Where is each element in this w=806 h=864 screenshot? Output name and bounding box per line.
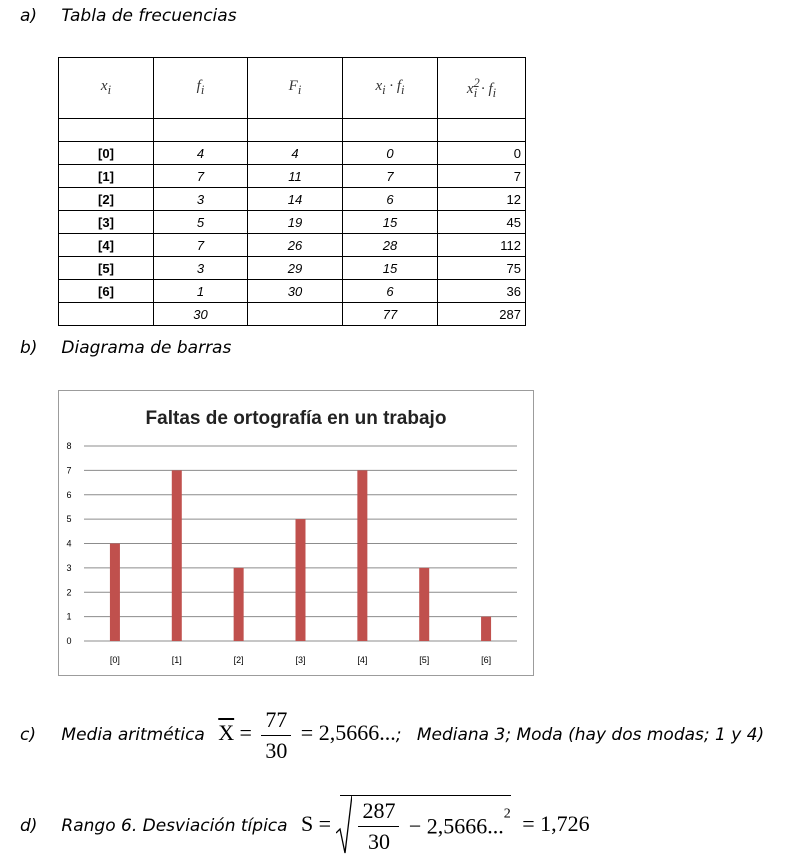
cell-xi: [5] <box>59 257 154 280</box>
cell-xifi: 28 <box>343 234 438 257</box>
total-xi2fi: 287 <box>438 303 526 326</box>
cell-Fi: 14 <box>248 188 343 211</box>
stddev-rest: − 2,5666... <box>408 813 504 839</box>
table-header-row <box>59 58 526 119</box>
cell-fi: 1 <box>154 280 248 303</box>
y-tick-label: 0 <box>66 636 72 646</box>
x-tick-label: [2] <box>233 655 244 665</box>
cell-xifi: 6 <box>343 188 438 211</box>
section-a-heading <box>20 6 237 26</box>
cell-xi2fi: 45 <box>438 211 526 234</box>
mean-label: Media aritmética <box>61 725 205 745</box>
stddev-equals: = <box>318 811 332 836</box>
cell-xi: [2] <box>59 188 154 211</box>
cell-xi2fi: 75 <box>438 257 526 280</box>
cell-xifi: 6 <box>343 280 438 303</box>
stddev-symbol: S <box>300 811 314 836</box>
chart-svg <box>59 391 533 675</box>
cell-fi: 7 <box>154 234 248 257</box>
cell-xi2fi: 12 <box>438 188 526 211</box>
stddev-fraction <box>358 796 399 857</box>
cell-fi: 3 <box>154 257 248 280</box>
cell-Fi: 26 <box>248 234 343 257</box>
section-a-title: Tabla de frecuencias <box>61 6 237 26</box>
bar-3 <box>296 519 306 641</box>
cell-Fi: 29 <box>248 257 343 280</box>
cell-xifi: 15 <box>343 211 438 234</box>
table-row <box>59 142 526 165</box>
table-row <box>59 234 526 257</box>
y-tick-label: 7 <box>66 465 72 476</box>
total-xi <box>59 303 154 326</box>
cell-xi: [0] <box>59 142 154 165</box>
table-gap-row <box>59 119 526 142</box>
section-b-title: Diagrama de barras <box>61 338 232 358</box>
stddev-numerator: 287 <box>358 796 399 827</box>
frequency-table <box>58 57 526 326</box>
cell-xi: [4] <box>59 234 154 257</box>
y-tick-label: 2 <box>66 587 72 598</box>
header-xi: $x_i$ <box>59 58 154 119</box>
table-row <box>59 211 526 234</box>
section-b-heading <box>20 338 231 358</box>
stddev-denominator: 30 <box>367 829 390 854</box>
bar-5 <box>419 568 429 641</box>
bar-4 <box>357 470 367 641</box>
x-tick-label: [4] <box>357 655 368 665</box>
chart-x-labels <box>110 655 491 665</box>
total-Fi <box>248 303 343 326</box>
y-tick-label: 1 <box>66 611 72 622</box>
section-c <box>20 703 764 763</box>
cell-xi2fi: 0 <box>438 142 526 165</box>
cell-xi: [6] <box>59 280 154 303</box>
cell-fi: 3 <box>154 188 248 211</box>
y-tick-label: 5 <box>66 514 72 525</box>
sqrt-block <box>340 795 510 857</box>
header-fi: $f_i$ <box>154 58 248 119</box>
table-totals-row <box>59 303 526 326</box>
table-row <box>59 188 526 211</box>
mean-separator: ; <box>395 725 402 745</box>
cell-xi: [3] <box>59 211 154 234</box>
stddev-result: = 1,726 <box>522 811 590 836</box>
cell-xi2fi: 36 <box>438 280 526 303</box>
cell-xifi: 0 <box>343 142 438 165</box>
cell-xi2fi: 7 <box>438 165 526 188</box>
section-d-letter: d) <box>20 816 38 836</box>
cell-fi: 5 <box>154 211 248 234</box>
bar-6 <box>481 617 491 641</box>
cell-Fi: 11 <box>248 165 343 188</box>
section-c-letter: c) <box>20 725 36 745</box>
bar-1 <box>172 470 182 641</box>
cell-Fi: 4 <box>248 142 343 165</box>
cell-xifi: 7 <box>343 165 438 188</box>
mean-symbol: $\overline{X}$ <box>218 720 235 745</box>
header-xi-fi: $x_i \cdot f_i$ <box>343 58 438 119</box>
y-tick-label: 4 <box>66 538 72 549</box>
chart-bars <box>110 470 491 641</box>
bar-2 <box>234 568 244 641</box>
table-row <box>59 165 526 188</box>
table-row <box>59 257 526 280</box>
table-row <box>59 280 526 303</box>
section-a-letter: a) <box>20 6 38 26</box>
header-xi2-fi: $x^2_i \cdot f_i$ <box>438 58 526 119</box>
y-tick-label: 8 <box>66 441 72 451</box>
stddev-label: Rango 6. Desviación típica <box>61 816 288 836</box>
cell-fi: 4 <box>154 142 248 165</box>
chart-title: Faltas de ortografía en un trabajo <box>145 408 447 429</box>
y-tick-label: 3 <box>66 562 72 573</box>
cell-fi: 7 <box>154 165 248 188</box>
sqrt-sign-icon <box>336 795 352 855</box>
cell-Fi: 19 <box>248 211 343 234</box>
chart-grid <box>66 441 517 646</box>
mean-value: = 2,5666... <box>300 720 396 745</box>
mean-fraction <box>261 705 291 766</box>
mean-numerator: 77 <box>261 705 291 736</box>
total-xifi: 77 <box>343 303 438 326</box>
bar-chart <box>58 390 534 676</box>
stddev-exponent: 2 <box>503 806 511 822</box>
cell-xi2fi: 112 <box>438 234 526 257</box>
total-fi: 30 <box>154 303 248 326</box>
median-mode-text: Mediana 3; Moda (hay dos modas; 1 y 4) <box>416 725 765 745</box>
x-tick-label: [5] <box>419 655 430 665</box>
cell-Fi: 30 <box>248 280 343 303</box>
mean-equals: = <box>239 720 252 745</box>
bar-0 <box>110 544 120 642</box>
mean-denominator: 30 <box>265 737 288 763</box>
header-Fi: $F_i$ <box>248 58 343 119</box>
x-tick-label: [1] <box>171 655 182 665</box>
cell-xifi: 15 <box>343 257 438 280</box>
section-d <box>20 794 590 854</box>
x-tick-label: [0] <box>109 655 120 665</box>
x-tick-label: [6] <box>481 655 492 665</box>
cell-xi: [1] <box>59 165 154 188</box>
x-tick-label: [3] <box>295 655 306 665</box>
y-tick-label: 6 <box>66 489 72 500</box>
section-b-letter: b) <box>20 338 38 358</box>
